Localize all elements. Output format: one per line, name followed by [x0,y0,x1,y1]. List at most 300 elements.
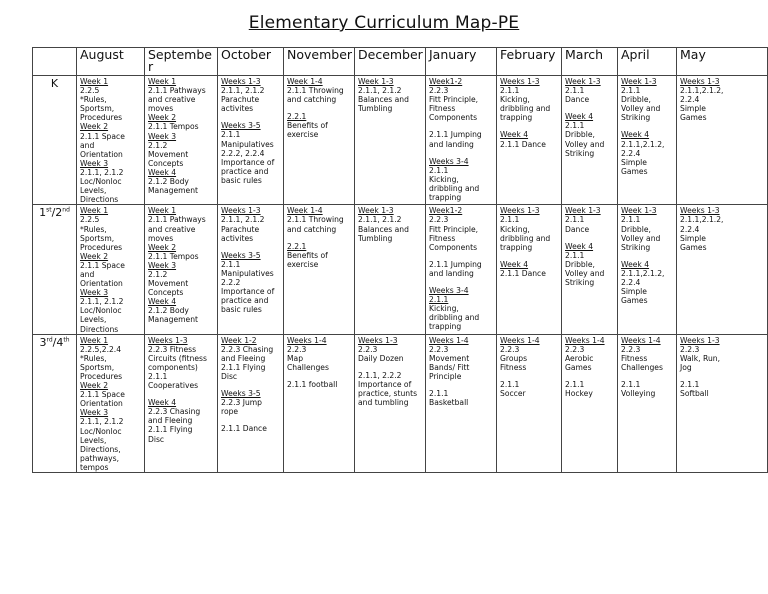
week-heading: Week 4 [500,259,529,269]
curriculum-cell [77,334,145,472]
cell-line: Dance [565,95,590,105]
cell-line: Challenges [621,362,663,372]
spacer [429,252,493,260]
cell-line: 2.1.1 Throwing [287,86,344,96]
cell-line: Fitness [621,353,648,363]
week-heading: Week 2 [80,251,109,261]
cell-line: dribbling and [500,233,551,243]
cell-line: 2.1.1 Space [80,390,125,400]
week-heading: Weeks 3-5 [221,389,261,399]
curriculum-cell [677,76,768,205]
cell-line: Levels, [80,186,107,196]
cell-line: and [80,269,95,279]
grade-label: K [33,76,77,205]
cell-line: Aerobic [565,353,594,363]
cell-line: Orientation [80,279,123,289]
curriculum-cell [497,205,562,334]
cell-line: Loc/Nonloc [80,177,122,187]
spacer [429,278,493,286]
curriculum-cell [145,76,218,205]
week-heading: Weeks 3-4 [429,285,469,295]
cell-line: 2.2.3 [358,344,378,354]
grade-row [33,205,768,334]
week-heading: 2.1.1 [429,295,449,305]
week-heading: 2.2.1 [287,112,307,122]
cell-line: Kicking, [500,224,530,234]
month-header: October [218,48,284,76]
cell-line: 2.1.1 [565,250,585,260]
week-heading: Weeks 1-3 [500,206,540,216]
cell-line: Simple [680,104,706,114]
spacer [565,104,614,112]
cell-line: Jog [680,362,692,372]
spacer [500,372,558,380]
cell-line: 2.1.1 Jumping [429,259,482,269]
cell-line: Importance of [221,157,275,167]
week-heading: Week1-2 [429,77,463,86]
cell-line: Kicking, [429,304,459,314]
week-heading: Weeks 1-3 [680,206,720,216]
curriculum-cell [618,76,677,205]
curriculum-cell [562,205,618,334]
cell-line: trapping [500,242,533,252]
month-header: April [618,48,677,76]
grade-row [33,334,768,472]
cell-line: *Rules, [80,224,107,234]
cell-line: Fitt Principle, [429,224,479,234]
week-heading: Week 4 [500,130,529,140]
curriculum-cell [77,205,145,334]
cell-line: Fitness [500,362,527,372]
cell-line: 2.1.1, 2.1.2 [221,215,265,225]
week-heading: Week 3 [80,288,109,298]
week-heading: Week 4 [621,259,650,269]
cell-line: 2.1.1 [621,86,641,96]
cell-line: 2.2.4 [621,148,641,158]
cell-line: 2.2.3 [680,344,700,354]
spacer [429,149,493,157]
cell-line: 2.1.1 Tempos [148,251,199,261]
cell-line: and landing [429,139,474,149]
spacer [565,234,614,242]
cell-line: 2.1.1 [148,372,168,381]
cell-line: Striking [565,277,595,287]
cell-line: and Fleeing [148,416,193,426]
cell-line: Games [621,296,648,306]
cell-line: dribbling and [429,313,480,323]
cell-line: 2.1.1, 2.1.2 [221,86,265,96]
cell-line: 2.2.2, 2.2.4 [221,148,265,158]
cell-line: and [80,140,95,150]
curriculum-cell [284,205,355,334]
cell-line: 2.1.1 Dance [500,139,546,149]
spacer [221,381,280,389]
cell-line: *Rules, [80,353,107,363]
month-header: November [284,48,355,76]
cell-line: and catching [287,95,337,105]
grade-label: 1st/2nd [33,205,77,334]
week-heading: Weeks 1-4 [500,335,540,345]
week-heading: Week 2 [148,113,177,123]
cell-line: Fitt Principle, [429,95,479,105]
week-heading: Weeks 1-3 [358,335,398,345]
cell-line: 2.1.1, 2.1.2 [358,86,402,96]
curriculum-cell [355,76,426,205]
week-heading: Week 2 [148,242,177,252]
spacer [358,363,422,371]
cell-line: trapping [429,322,462,332]
week-heading: Weeks 1-4 [287,335,327,345]
cell-line: Principle [429,372,462,381]
cell-line: Volley and [621,104,661,114]
week-heading: Week 1-3 [621,206,657,216]
cell-line: Directions, [80,444,121,454]
month-header: February [497,48,562,76]
week-heading: Week 4 [148,167,177,177]
cell-line: 2.1.1 football [287,380,338,389]
cell-line: Fitness [429,104,456,114]
week-heading: Week 4 [621,130,650,140]
cell-line: 2.1.1 [565,121,585,131]
spacer [221,416,280,424]
cell-line: Daily Dozen [358,353,404,363]
cell-line: Groups [500,353,528,363]
week-heading: Week 1 [148,77,177,86]
cell-line: 2.2.3 [287,344,307,354]
cell-line: exercise [287,130,319,140]
cell-line: and tumbling [358,398,409,408]
cell-line: 2.1.1 [500,380,520,389]
cell-line: 2.1.1, 2.1.2 [358,215,402,225]
cell-line: Bands/ Fitt [429,362,470,372]
cell-line: moves [148,104,174,114]
grade-label: 3rd/4th [33,334,77,472]
cell-line: tempos [80,462,109,472]
spacer [221,243,280,251]
week-heading: Week 1 [80,335,109,345]
cell-line: 2.1.1 Throwing [287,215,344,225]
month-header: December [355,48,426,76]
cell-line: Dribble, [565,130,595,140]
curriculum-cell [426,76,497,205]
cell-line: 2.2.3 [429,215,449,225]
cell-line: dribbling and [429,183,480,193]
week-heading: Week 3 [80,158,109,168]
cell-line: 2.2.4 [680,224,700,234]
week-heading: Weeks 1-4 [621,335,661,345]
week-heading: Week 4 [148,297,177,307]
week-heading: Week 1 [148,206,177,216]
cell-line: 2.1.1 [429,389,449,399]
cell-line: 2.1.1 Pathways [148,86,206,96]
cell-line: 2.1.1 [565,380,585,389]
cell-line: Parachute [221,95,260,105]
grade-row [33,76,768,205]
cell-line: Benefits of [287,121,328,131]
cell-line: 2.2.3 Jump [221,398,263,408]
week-heading: Week 3 [148,131,177,141]
cell-line: practice and [221,296,269,306]
cell-line: 2.1.1, 2.2.2 [358,370,402,380]
curriculum-cell [562,334,618,472]
week-heading: Week 3 [80,408,109,418]
spacer [148,390,214,398]
week-heading: Week1-2 [429,206,463,216]
spacer [287,234,351,242]
cell-line: Disc [148,434,165,444]
cell-line: *Rules, [80,95,107,105]
page-title: Elementary Curriculum Map-PE [248,13,520,33]
spacer [429,122,493,130]
curriculum-cell [677,205,768,334]
week-heading: Weeks 3-5 [221,121,261,131]
curriculum-cell [426,334,497,472]
week-heading: Weeks 1-4 [429,335,469,345]
spacer [500,252,558,260]
cell-line: 2.2.3 [621,344,641,354]
cell-line: 2.1.1 [621,380,641,389]
cell-line: Striking [565,148,595,158]
spacer [621,252,673,260]
cell-line: 2.2.5 [80,86,100,96]
cell-line: Games [621,166,648,176]
curriculum-table [32,47,768,473]
month-header: Septembe r [145,48,218,76]
cell-line: 2.1.1, 2.1.2 [80,297,124,307]
cell-line: 2.1.2 Body [148,306,189,316]
cell-line: Directions [80,195,119,205]
cell-line: 2.1.1 Dance [500,268,546,278]
cell-line: Dribble, [565,259,595,269]
cell-line: 2.2.3 [429,86,449,96]
cell-line: Disc [221,372,238,381]
cell-line: 2.2.3 [565,344,585,354]
cell-line: 2.1.2 [148,269,168,279]
cell-line: Benefits of [287,250,328,260]
cell-line: Softball [680,389,709,399]
cell-line: Hockey [565,389,593,399]
cell-line: Procedures [80,372,123,381]
month-header: August [77,48,145,76]
cell-line: 2.1.1 [565,86,585,96]
cell-line: 2.1.1 Jumping [429,130,482,140]
cell-line: Walk, Run, [680,353,720,363]
week-heading: Weeks 3-4 [429,156,469,166]
spacer [565,372,614,380]
cell-line: 2.1.1,2.1.2, [621,268,665,278]
week-heading: 2.2.1 [287,241,307,251]
cell-line: Loc/Nonloc [80,426,122,436]
cell-line: 2.1.1 Pathways [148,215,206,225]
week-heading: Week 1 [80,206,109,216]
cell-line: 2.1.1 [500,215,520,225]
cell-line: 2.2.2 [221,277,241,287]
cell-line: Sportsm, [80,362,115,372]
cell-line: 2.1.1 [221,259,241,269]
cell-line: components) [148,362,198,372]
cell-line: 2.2.4 [680,95,700,105]
cell-line: Directions [80,324,119,334]
cell-line: Simple [621,287,647,297]
week-heading: Week 1-4 [287,77,323,86]
cell-line: 2.2.5 [80,215,100,225]
curriculum-cell [355,205,426,334]
week-heading: Week 1 [80,77,109,86]
cell-line: Soccer [500,389,526,399]
cell-line: Dribble, [621,224,651,234]
cell-line: Components [429,113,478,123]
cell-line: 2.1.1 [221,130,241,140]
cell-line: 2.1.1 Flying [148,425,193,435]
cell-line: Simple [621,157,647,167]
curriculum-cell [426,205,497,334]
week-heading: Week 1-3 [565,77,601,86]
week-heading: Week 4 [565,112,594,122]
spacer [680,372,764,380]
cell-line: Volley and [621,233,661,243]
cell-line: 2.2.3 [429,344,449,354]
curriculum-cell [218,205,284,334]
curriculum-cell [497,76,562,205]
cell-line: practice, stunts [358,389,418,399]
week-heading: Weeks 1-3 [148,335,188,345]
spacer [221,113,280,121]
cell-line: Movement [429,353,470,363]
cell-line: activites [221,233,254,243]
week-heading: Weeks 1-3 [221,77,261,86]
cell-line: Procedures [80,242,123,252]
cell-line: Importance of [358,380,412,389]
cell-line: Tumbling [358,104,393,114]
week-heading: Weeks 1-3 [500,77,540,86]
cell-line: basic rules [221,175,262,185]
cell-line: 2.1.2 [148,140,168,150]
cell-line: 2.1.1 Dance [221,424,267,434]
curriculum-cell [497,334,562,472]
cell-line: Sportsm, [80,104,115,114]
curriculum-cell [618,334,677,472]
cell-line: trapping [429,193,462,203]
week-heading: Weeks 3-5 [221,250,261,260]
month-header: March [562,48,618,76]
week-heading: Weeks 1-4 [565,335,605,345]
cell-line: Dribble, [621,95,651,105]
cell-line: 2.1.1 [565,215,585,225]
week-heading: Weeks 1-3 [680,335,720,345]
cell-line: Tumbling [358,233,393,243]
spacer [287,104,351,112]
cell-line: 2.2.3 Chasing [221,344,274,354]
cell-line: moves [148,233,174,243]
spacer [429,381,493,389]
spacer [621,122,673,130]
cell-line: Management [148,315,199,325]
cell-line: Volleying [621,389,656,399]
cell-line: 2.1.1,2.1.2, [680,86,724,96]
cell-line: Levels, [80,315,107,325]
cell-line: Movement [148,149,189,159]
cell-line: Map [287,353,304,363]
cell-line: 2.1.1,2.1.2, [621,139,665,149]
week-heading: Week 1-3 [358,206,394,216]
cell-line: and creative [148,224,196,234]
cell-line: 2.1.1 [621,215,641,225]
cell-line: dribbling and [500,104,551,114]
cell-line: Cooperatives [148,381,199,391]
cell-line: Striking [621,242,651,252]
cell-line: Striking [621,113,651,123]
week-heading: Week 1-3 [565,206,601,216]
week-heading: Week 4 [148,398,177,408]
cell-line: 2.2.3 [500,344,520,354]
curriculum-cell [77,76,145,205]
cell-line: 2.1.2 Body [148,177,189,187]
cell-line: Kicking, [429,174,459,184]
cell-line: Manipulatives [221,268,274,278]
curriculum-cell [562,76,618,205]
cell-line: 2.1.1 Tempos [148,122,199,132]
cell-line: Volley and [565,268,605,278]
cell-line: 2.1.1 [500,86,520,96]
cell-line: Components [429,242,478,252]
month-header: January [426,48,497,76]
cell-line: 2.1.1 [429,165,449,175]
cell-line: Kicking, [500,95,530,105]
cell-line: exercise [287,259,319,269]
cell-line: basic rules [221,305,262,315]
cell-line: pathways, [80,453,119,463]
cell-line: Balances and [358,224,409,234]
cell-line: 2.1.1,2.1.2, [680,215,724,225]
corner-cell [33,48,77,76]
cell-line: Games [565,362,592,372]
cell-line: activites [221,104,254,114]
week-heading: Week 4 [565,241,594,251]
spacer [500,122,558,130]
curriculum-cell [618,205,677,334]
curriculum-cell [284,334,355,472]
cell-line: Circuits (fitness [148,353,207,363]
cell-line: 2.2.4 [621,277,641,287]
cell-line: Levels, [80,435,107,445]
curriculum-cell [218,334,284,472]
cell-line: and catching [287,224,337,234]
cell-line: 2.1.1 [680,380,700,389]
curriculum-cell [355,334,426,472]
cell-line: 2.1.1 Space [80,131,125,141]
cell-line: 2.1.1 Flying [221,362,266,372]
cell-line: and landing [429,268,474,278]
curriculum-cell [145,205,218,334]
cell-line: Orientation [80,149,123,159]
cell-line: Games [680,113,707,123]
spacer [621,372,673,380]
cell-line: Procedures [80,113,123,123]
cell-line: Management [148,186,199,196]
week-heading: Week 1-3 [621,77,657,86]
cell-line: Games [680,242,707,252]
week-heading: Week 3 [148,260,177,270]
cell-line: Basketball [429,398,469,408]
week-heading: Weeks 1-3 [221,206,261,216]
cell-line: Concepts [148,158,184,168]
spacer [287,372,351,380]
cell-line: Importance of [221,287,275,297]
cell-line: 2.2.5,2.2.4 [80,344,122,354]
cell-line: Sportsm, [80,233,115,243]
curriculum-cell [145,334,218,472]
cell-line: 2.1.1 Space [80,260,125,270]
